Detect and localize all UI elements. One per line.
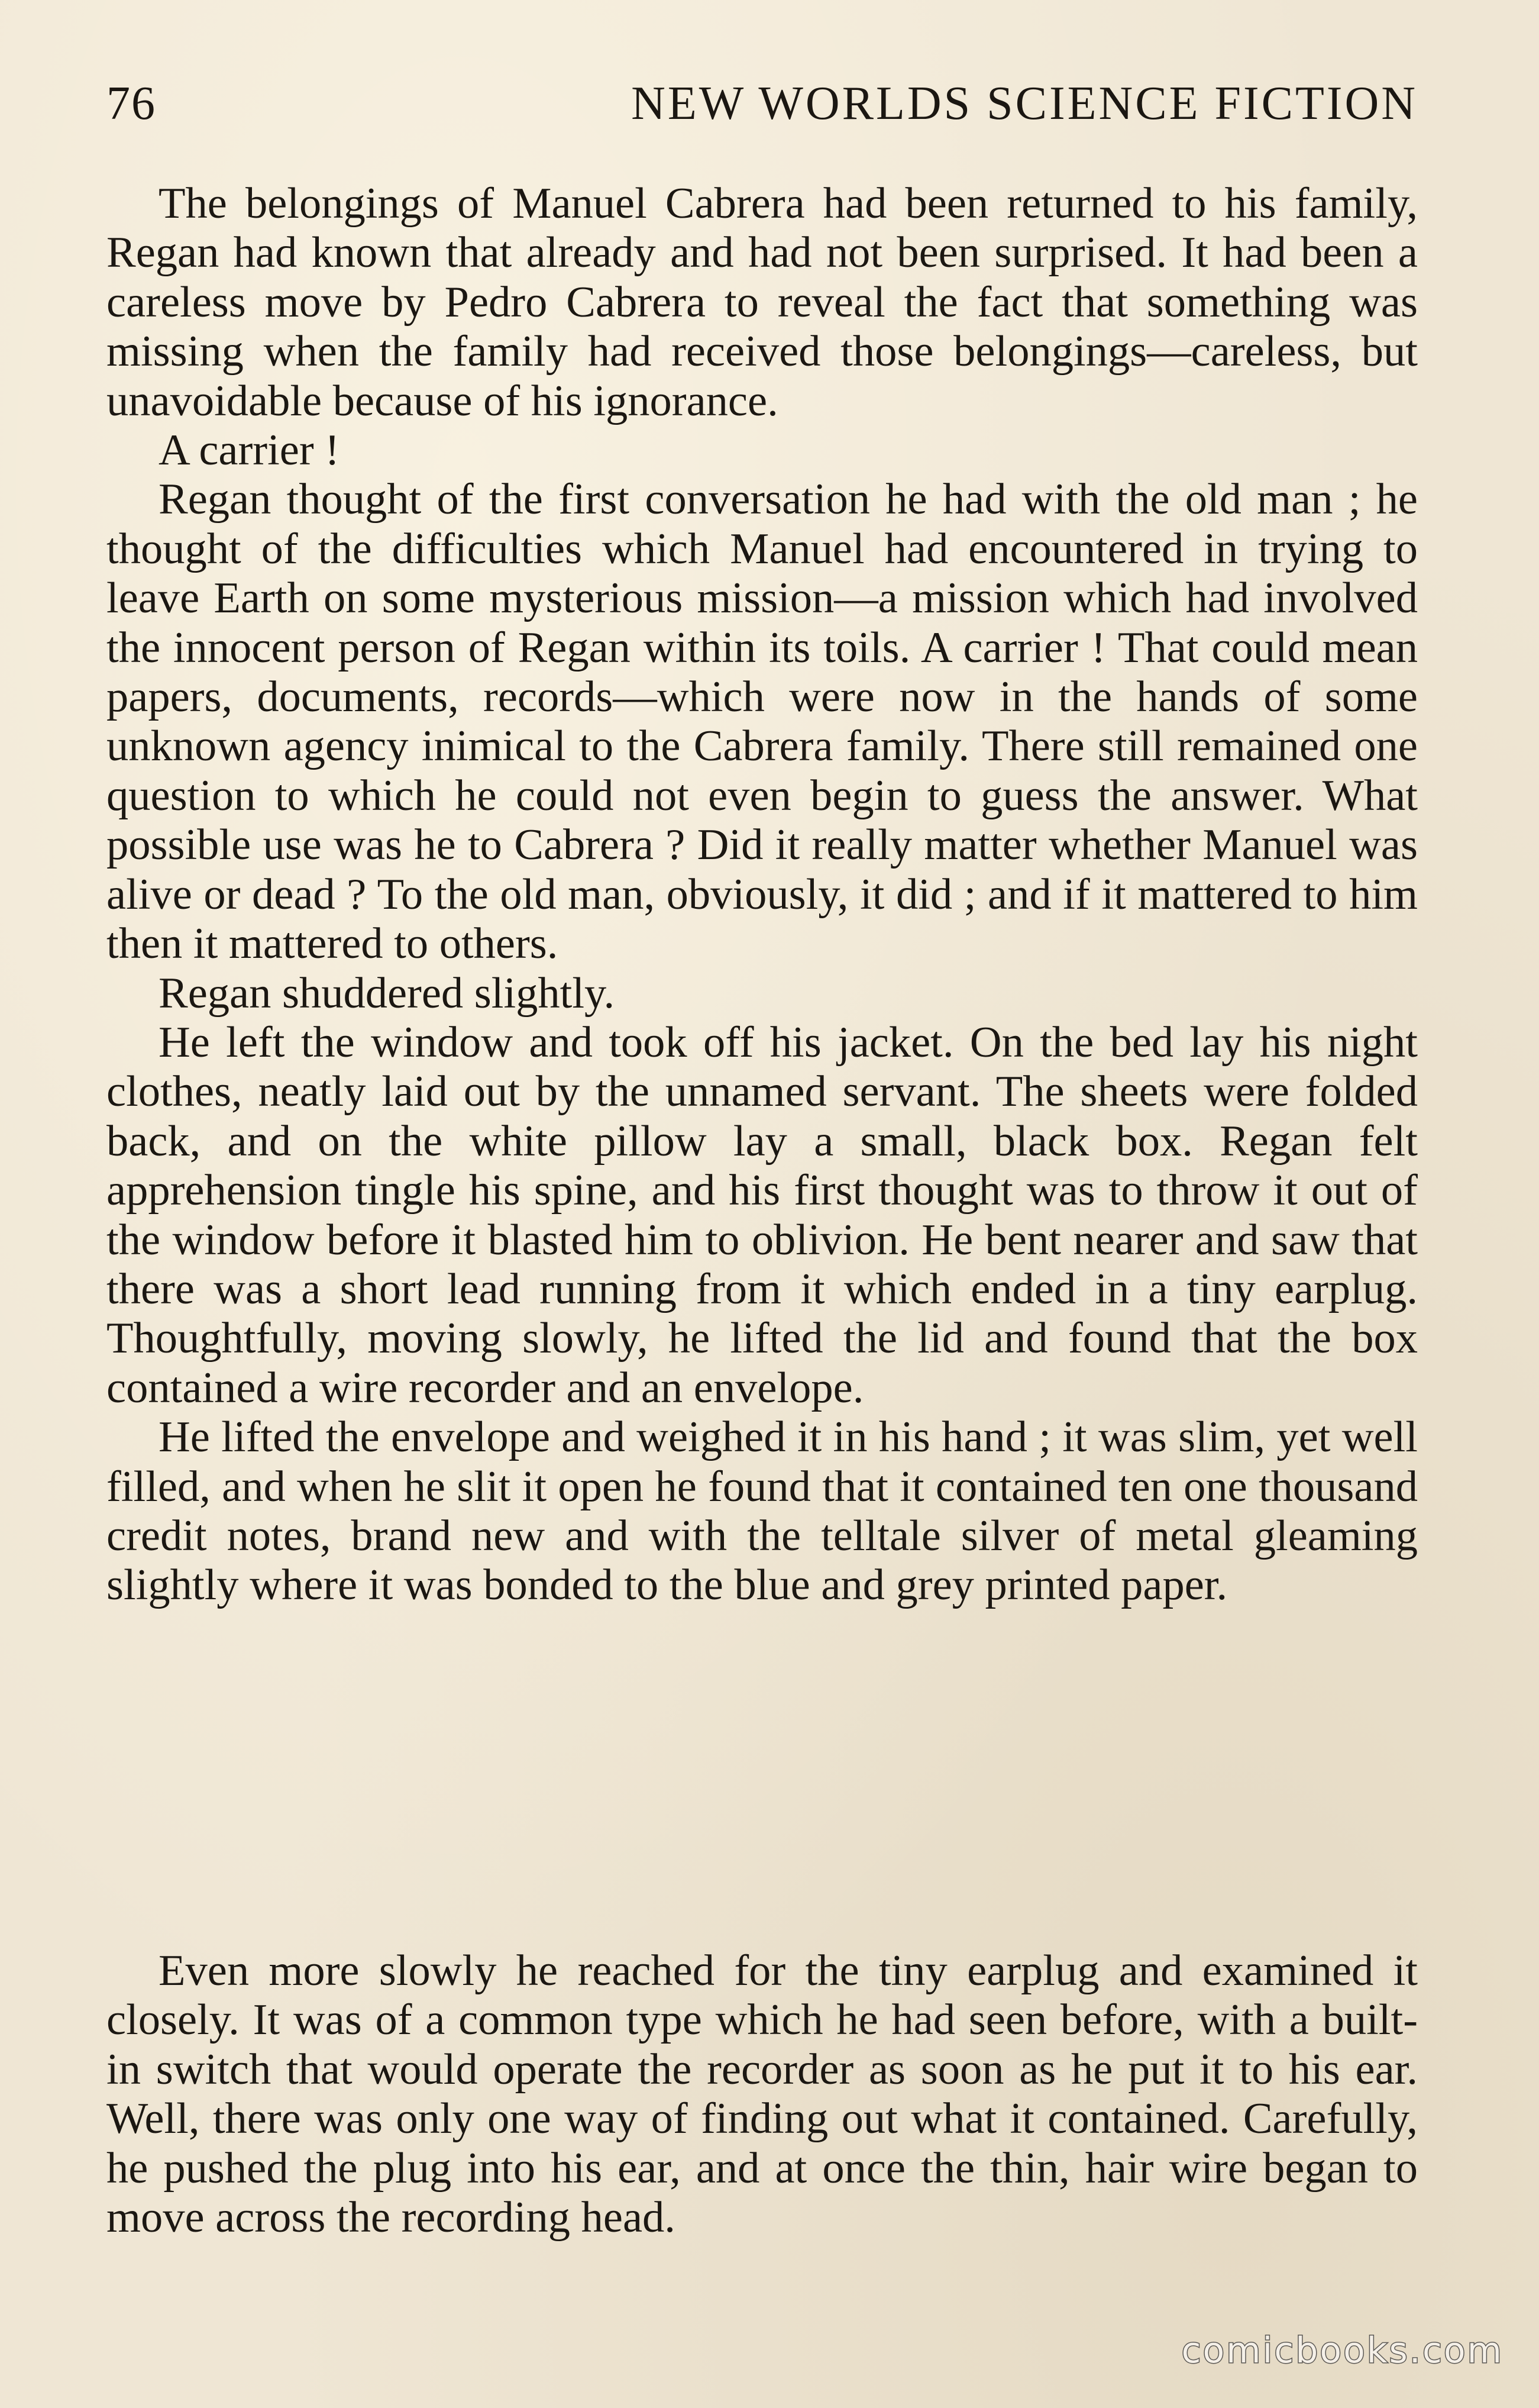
paragraph: He lifted the envelope and weighed it in his hand ; it was slim, yet well filled, and when he slit it open he found that it contained ten one thousand credit notes, brand new and with the telltale silver of metal gleaming slightly where it was bonded to the blue and grey printed paper. bbox=[106, 1413, 1418, 1610]
running-head bbox=[106, 77, 1418, 136]
paragraph: The belongings of Manuel Cabrera had been returned to his family, Regan had known that already and had not been surprised. It had been a careless move by Pedro Cabrera to reveal the fact that something was missing when the family had received those belongings—careless, but unavoidable because of his ignorance. bbox=[106, 179, 1418, 425]
paragraph: Even more slowly he reached for the tiny earplug and examined it closely. It was of a common type which he had seen before, with a built-in switch that would operate the recorder as soon as he put it to his ear. Well, there was only one way of finding out what it contained. Carefully, he pushed the plug into his ear, and at once the thin, hair wire began to move across the recording head. bbox=[106, 1947, 1418, 2242]
paragraph: Regan shuddered slightly. bbox=[159, 969, 615, 1018]
text-block-main bbox=[106, 179, 1418, 1610]
paragraph: A carrier ! bbox=[159, 426, 340, 475]
page-number: 76 bbox=[106, 78, 156, 130]
paragraph: He left the window and took off his jacket. On the bed lay his night clothes, neatly laid out by the unnamed servant. The sheets were folded back, and on the white pillow lay a small, black box. Regan felt apprehension tingle his spine, and his first thought was to throw it out of the window before it blasted him to oblivion. He bent nearer and saw that there was a short lead running from it which ended in a tiny earplug. Thoughtfully, moving slowly, he lifted the lid and found that the box contained a wire recorder and an envelope. bbox=[106, 1018, 1418, 1412]
running-title: NEW WORLDS SCIENCE FICTION bbox=[631, 78, 1418, 130]
watermark-logo: comicbooks.com bbox=[1181, 2330, 1504, 2371]
text-block-after-break bbox=[106, 1947, 1418, 2242]
paragraph: Regan thought of the first conversation he had with the old man ; he thought of the difficulties which Manuel had encountered in trying to leave Earth on some mysterious mission—a mission which had involved the innocent person of Regan within its toils. A carrier ! That could mean papers, documents, records—which were now in the hands of some unknown agency inimical to the Cabrera family. There still remained one question to which he could not even begin to guess the answer. What possible use was he to Cabrera ? Did it really matter whether Manuel was alive or dead ? To the old man, obviously, it did ; and if it mattered to him then it mattered to others. bbox=[106, 475, 1418, 969]
